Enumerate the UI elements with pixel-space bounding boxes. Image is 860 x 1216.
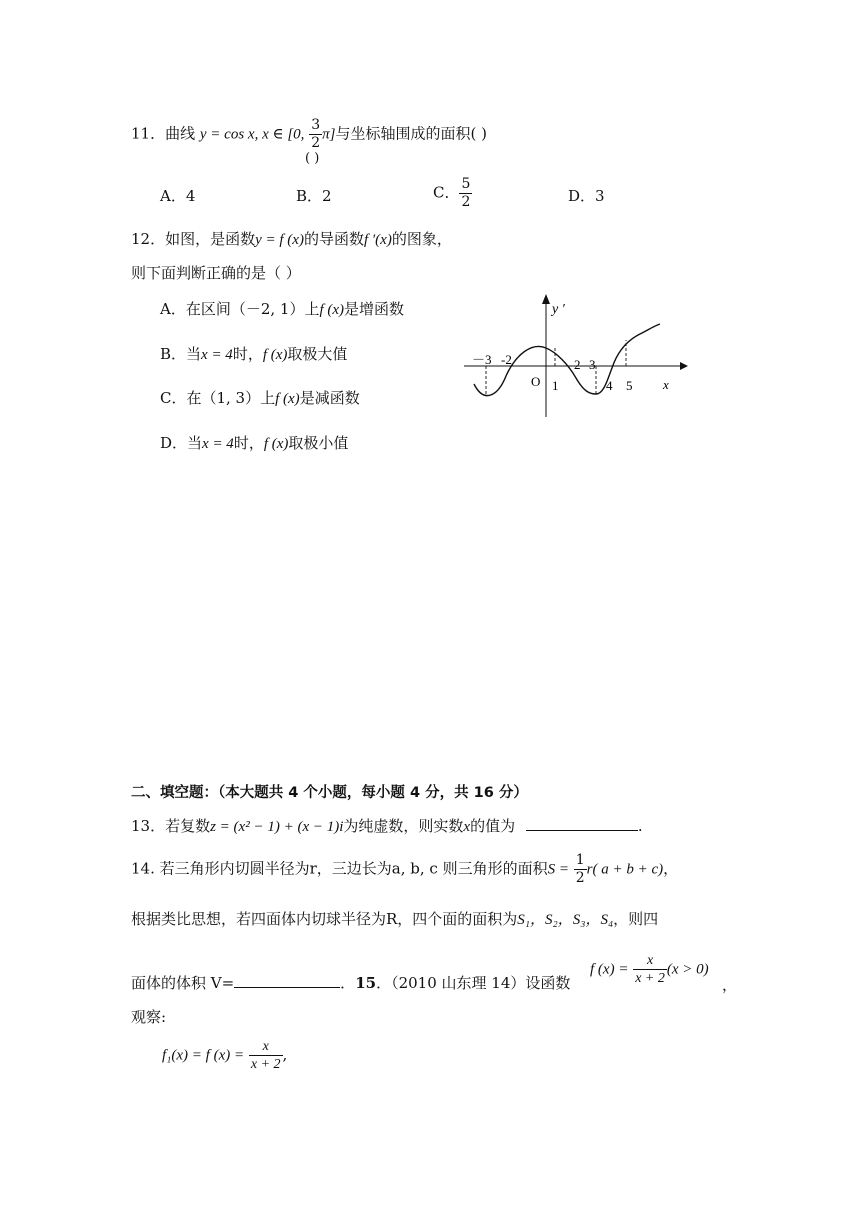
origin-label: O <box>531 374 541 389</box>
q12-option-a: A．在区间（－2, 1）上f (x)是增函数 <box>160 300 405 318</box>
tick-4: 4 <box>606 378 613 393</box>
q12-option-b: B．当x = 4时，f (x)取极大值 <box>160 345 348 363</box>
x-axis-label: x <box>663 377 669 392</box>
tick-1: 1 <box>552 378 559 393</box>
q11-prefix: 曲线 <box>165 124 196 143</box>
q11-option-b: B．2 <box>296 187 332 205</box>
tick-neg2: -2 <box>501 352 512 367</box>
q11-paren: ( ) <box>305 151 320 166</box>
q11-formula: y = cos x, x ∈ [0, <box>199 126 305 143</box>
q12-line2: 则下面判断正确的是（ ） <box>131 264 301 282</box>
y-axis-label: y ′ <box>552 302 565 317</box>
q15-comma: ， <box>722 976 738 994</box>
section-title: 二、填空题：（本大题共 4 个小题，每小题 4 分，共 16 分） <box>131 785 528 801</box>
q12-line1: 12．如图，是函数y = f (x)的导函数f ′(x)的图象， <box>131 230 452 248</box>
q14-answer-blank <box>234 987 340 988</box>
q11-fraction: $\frac{3}{2}$ <box>311 117 321 151</box>
tick-5: 5 <box>626 378 633 393</box>
q11-option-d: D．3 <box>568 187 605 205</box>
q15-observe: 观察: <box>131 1008 167 1026</box>
q14-line2: 根据类比思想，若四面体内切球半径为R，四个面的面积为S₁，S₂，S₃，S₄，则四 <box>131 910 659 928</box>
q11-option-a: A．4 <box>160 187 196 205</box>
q12-option-d: D．当x = 4时，f (x)取极小值 <box>160 434 349 452</box>
derivative-graph <box>458 292 688 422</box>
x-axis-arrow <box>680 362 688 370</box>
tick-2: 2 <box>574 357 581 372</box>
tick-neg3: －3 <box>472 352 492 367</box>
q13-answer-blank <box>526 830 638 831</box>
y-axis-arrow <box>542 294 550 304</box>
q11-line <box>131 117 487 152</box>
q11-option-c: C． $\frac{5}{2}$ <box>433 176 471 210</box>
q13-line: 13．若复数z = (x² − 1) + (x − 1)i为纯虚数，则实数x的值为 . <box>131 817 643 835</box>
q14-line1: 14. 若三角形内切圆半径为r，三边长为a, b, c 则三角形的面积S = $\frac{1}{2}$ r( a + b + c)， <box>131 852 679 886</box>
q15-f1-def: f₁(x) = f (x) = $\frac{x}{x + 2}$ , <box>162 1039 288 1072</box>
q11-number: 11． <box>131 124 166 143</box>
tick-3: 3 <box>589 357 596 372</box>
q11-formula-tail: π] <box>322 126 336 143</box>
q12-option-c: C．在（1, 3）上f (x)是减函数 <box>160 389 360 407</box>
q11-suffix: 与坐标轴围成的面积( ) <box>335 124 487 143</box>
q15-function-def: f (x) = $\frac{x}{x + 2}$ (x > 0) <box>590 953 709 986</box>
q14-line3: 面体的体积 V= ．15．（2010 山东理 14）设函数 <box>131 974 571 992</box>
